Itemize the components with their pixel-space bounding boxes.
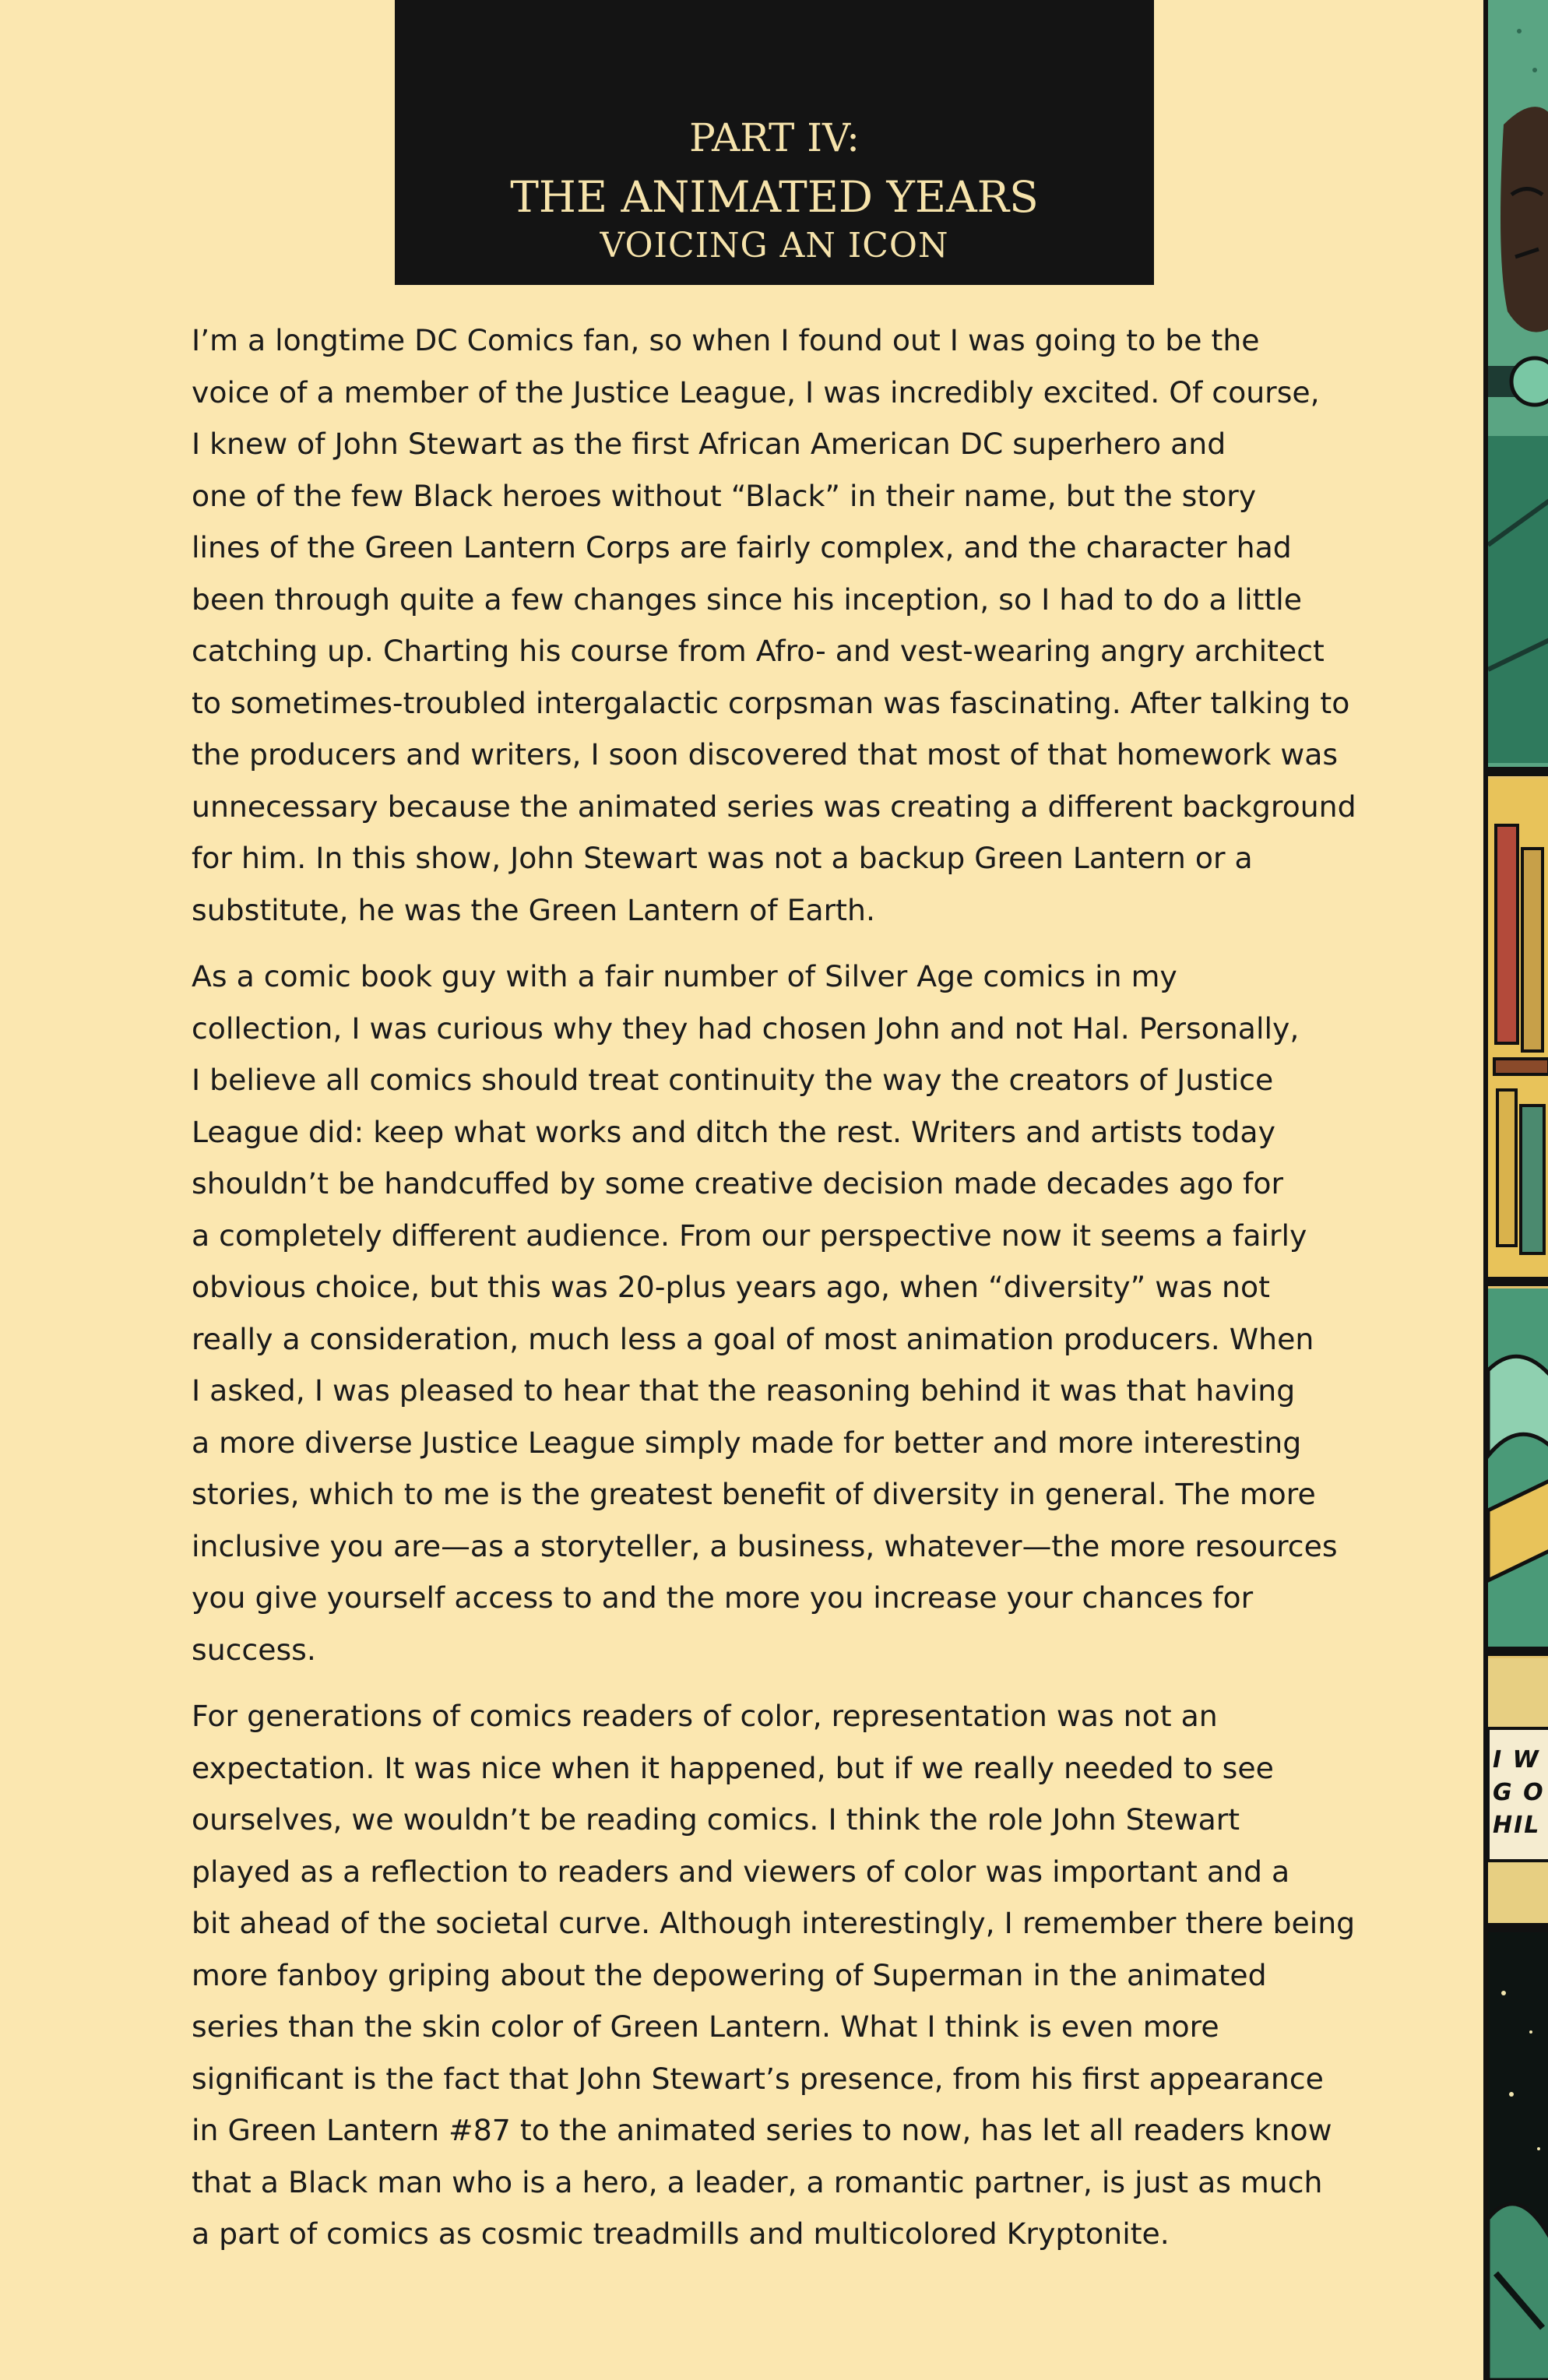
text-line: I asked, I was pleased to hear that the reasoning behind it was that having xyxy=(192,1373,1296,1408)
text-line: for him. In this show, John Stewart was not a backup Green Lantern or a xyxy=(192,841,1253,875)
text-line: played as a reflection to readers and viewers of color was important and a xyxy=(192,1854,1290,1889)
text-line: catching up. Charting his course from Afro- and vest-wearing angry architect xyxy=(192,634,1325,668)
text-line: For generations of comics readers of color, representation was not an xyxy=(192,1699,1218,1733)
speech-text-line: HIL xyxy=(1493,1812,1541,1839)
speech-bubble xyxy=(1493,1744,1548,1842)
text-line: success. xyxy=(192,1632,316,1667)
paragraph xyxy=(192,315,1374,936)
chapter-subtitle: VOICING AN ICON xyxy=(600,226,949,265)
part-label: PART IV: xyxy=(689,115,860,160)
text-line: obvious choice, but this was 20-plus years ago, when “diversity” was not xyxy=(192,1270,1270,1304)
speech-text-line: G O xyxy=(1493,1779,1545,1806)
text-line: a completely different audience. From our perspective now it seems a fairly xyxy=(192,1218,1307,1253)
comic-art-illustration xyxy=(1488,0,1548,2380)
chapter-header xyxy=(395,0,1154,285)
chapter-title: THE ANIMATED YEARS xyxy=(510,172,1039,222)
paragraph xyxy=(192,951,1374,1675)
text-line: a part of comics as cosmic treadmills and multicolored Kryptonite. xyxy=(192,2217,1170,2251)
text-line: expectation. It was nice when it happened, but if we really needed to see xyxy=(192,1750,1274,1785)
paragraph xyxy=(192,1690,1374,2260)
text-line: As a comic book guy with a fair number of Silver Age comics in my xyxy=(192,959,1177,993)
text-line: really a consideration, much less a goal of most animation producers. When xyxy=(192,1321,1314,1356)
comic-art-strip xyxy=(1483,0,1548,2380)
text-line: bit ahead of the societal curve. Although interestingly, I remember there being xyxy=(192,1906,1356,1940)
text-line: voice of a member of the Justice League, I was incredibly excited. Of course, xyxy=(192,374,1320,410)
text-line: a more diverse Justice League simply made for better and more interesting xyxy=(192,1425,1302,1460)
text-line: stories, which to me is the greatest benefit of diversity in general. The more xyxy=(192,1477,1316,1511)
text-line: collection, I was curious why they had chosen John and not Hal. Personally, xyxy=(192,1011,1300,1046)
text-line: series than the skin color of Green Lantern. What I think is even more xyxy=(192,2009,1219,2044)
text-line: inclusive you are—as a storyteller, a business, whatever—the more resources xyxy=(192,1528,1338,1563)
text-line: been through quite a few changes since his inception, so I had to do a little xyxy=(192,582,1303,617)
text-line: League did: keep what works and ditch the rest. Writers and artists today xyxy=(192,1114,1275,1149)
text-line: more fanboy griping about the depowering of Superman in the animated xyxy=(192,1957,1267,1992)
text-line: shouldn’t be handcuffed by some creative decision made decades ago for xyxy=(192,1166,1283,1201)
text-line: in Green Lantern #87 to the animated series to now, has let all readers know xyxy=(192,2113,1332,2147)
text-line: I’m a longtime DC Comics fan, so when I found out I was going to be the xyxy=(192,323,1260,357)
text-line: lines of the Green Lantern Corps are fairly complex, and the character had xyxy=(192,530,1292,564)
text-line: one of the few Black heroes without “Black” in their name, but the story xyxy=(192,478,1257,513)
text-line: significant is the fact that John Stewart’s presence, from his first appearance xyxy=(192,2061,1324,2096)
text-line: substitute, he was the Green Lantern of Earth. xyxy=(192,892,875,927)
text-line: that a Black man who is a hero, a leader, a romantic partner, is just as much xyxy=(192,2164,1323,2199)
text-line: ourselves, we wouldn’t be reading comics. I think the role John Stewart xyxy=(192,1802,1240,1837)
text-line: I knew of John Stewart as the first African American DC superhero and xyxy=(192,427,1226,461)
text-line: the producers and writers, I soon discovered that most of that homework was xyxy=(192,737,1339,772)
text-line: you give yourself access to and the more you increase your chances for xyxy=(192,1580,1254,1615)
text-line: to sometimes-troubled intergalactic corpsman was fascinating. After talking to xyxy=(192,685,1350,720)
text-line: unnecessary because the animated series was creating a different background xyxy=(192,789,1356,824)
body-text xyxy=(192,315,1374,2275)
speech-text-line: I W xyxy=(1493,1746,1540,1774)
text-line: I believe all comics should treat continuity the way the creators of Justice xyxy=(192,1063,1274,1097)
